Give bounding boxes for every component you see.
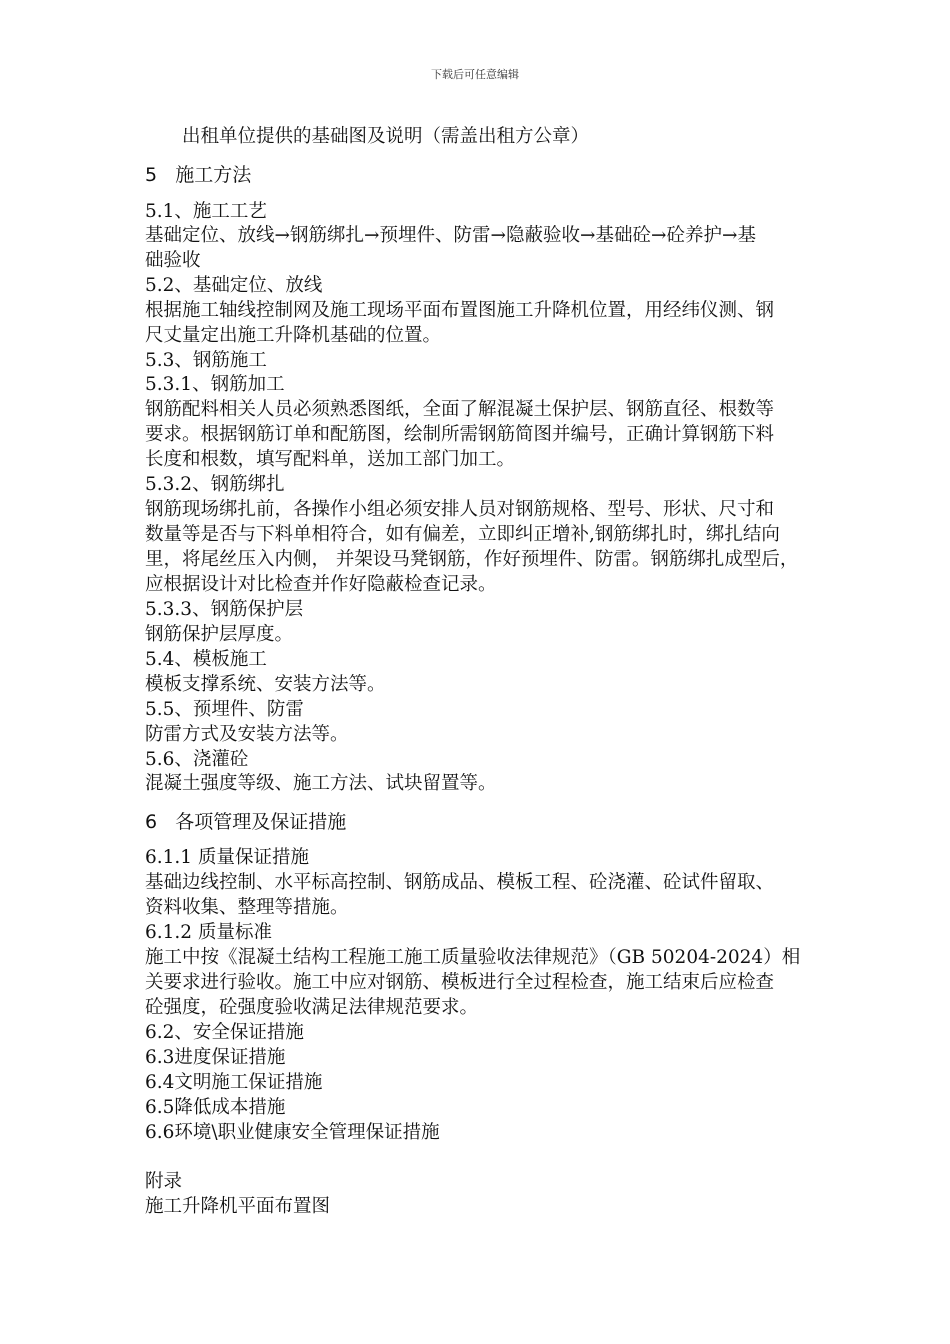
paragraph-line: 砼强度，砼强度验收满足法律规范要求。 bbox=[145, 997, 479, 1018]
paragraph-line: 施工升降机平面布置图 bbox=[145, 1196, 331, 1217]
paragraph-line: 模板支撑系统、安装方法等。 bbox=[145, 674, 386, 695]
paragraph-line: 6.6环境\职业健康安全管理保证措施 bbox=[145, 1122, 440, 1143]
paragraph-line: 资料收集、整理等措施。 bbox=[145, 897, 349, 918]
paragraph-line: 关要求进行验收。施工中应对钢筋、模板进行全过程检查，施工结束后应检查 bbox=[145, 972, 775, 993]
paragraph-line: 5.3、钢筋施工 bbox=[145, 350, 267, 371]
paragraph-line: 6.4文明施工保证措施 bbox=[145, 1072, 323, 1093]
paragraph-line: 尺丈量定出施工升降机基础的位置。 bbox=[145, 325, 442, 346]
paragraph-line: 5.6、浇灌砼 bbox=[145, 749, 249, 770]
paragraph-line: 5.3.3、钢筋保护层 bbox=[145, 599, 304, 620]
paragraph-line: 础验收 bbox=[145, 250, 201, 271]
paragraph-line: 6.1.2 质量标准 bbox=[145, 922, 272, 943]
paragraph-line: 附录 bbox=[145, 1171, 183, 1192]
paragraph-line: 6.5降低成本措施 bbox=[145, 1097, 286, 1118]
paragraph-line: 5.4、模板施工 bbox=[145, 649, 267, 670]
paragraph-line: 出租单位提供的基础图及说明（需盖出租方公章） bbox=[182, 126, 590, 147]
paragraph-line: 要求。根据钢筋订单和配筋图，绘制所需钢筋简图并编号，正确计算钢筋下料 bbox=[145, 424, 775, 445]
paragraph-line: 长度和根数，填写配料单，送加工部门加工。 bbox=[145, 449, 516, 470]
paragraph-line: 基础定位、放线→钢筋绑扎→预埋件、防雷→隐蔽验收→基础砼→砼养护→基 bbox=[145, 225, 757, 246]
paragraph-line: 里，将尾丝压入内侧， 并架设马凳钢筋，作好预埋件、防雷。钢筋绑扎成型后， bbox=[145, 549, 799, 570]
paragraph-line: 6.1.1 质量保证措施 bbox=[145, 847, 309, 868]
paragraph-line: 钢筋配料相关人员必须熟悉图纸，全面了解混凝土保护层、钢筋直径、根数等 bbox=[145, 399, 775, 420]
paragraph-line: 6.2、安全保证措施 bbox=[145, 1022, 304, 1043]
paragraph-line: 钢筋现场绑扎前，各操作小组必须安排人员对钢筋规格、型号、形状、尺寸和 bbox=[145, 499, 775, 520]
paragraph-line: 防雷方式及安装方法等。 bbox=[145, 724, 349, 745]
paragraph-line: 5.1、施工工艺 bbox=[145, 201, 267, 222]
paragraph-line: 施工中按《混凝土结构工程施工施工质量验收法律规范》（GB 50204-2024）相 bbox=[145, 947, 801, 968]
page-header: 下载后可任意编辑 bbox=[431, 68, 519, 81]
paragraph-line: 5.3.1、钢筋加工 bbox=[145, 374, 285, 395]
paragraph-line: 混凝土强度等级、施工方法、试块留置等。 bbox=[145, 773, 497, 794]
paragraph-line: 数量等是否与下料单相符合，如有偏差，立即纠正增补,钢筋绑扎时，绑扎结向 bbox=[145, 524, 780, 545]
paragraph-line: 5.3.2、钢筋绑扎 bbox=[145, 474, 285, 495]
paragraph-line: 基础边线控制、水平标高控制、钢筋成品、模板工程、砼浇灌、砼试件留取、 bbox=[145, 872, 775, 893]
section-heading: 5 施工方法 bbox=[145, 164, 252, 186]
paragraph-line: 应根据设计对比检查并作好隐蔽检查记录。 bbox=[145, 574, 497, 595]
paragraph-line: 6.3进度保证措施 bbox=[145, 1047, 286, 1068]
paragraph-line: 钢筋保护层厚度。 bbox=[145, 624, 294, 645]
paragraph-line: 5.2、基础定位、放线 bbox=[145, 275, 323, 296]
paragraph-line: 5.5、预埋件、防雷 bbox=[145, 699, 304, 720]
section-heading: 6 各项管理及保证措施 bbox=[145, 811, 347, 833]
paragraph-line: 根据施工轴线控制网及施工现场平面布置图施工升降机位置，用经纬仪测、钢 bbox=[145, 300, 775, 321]
